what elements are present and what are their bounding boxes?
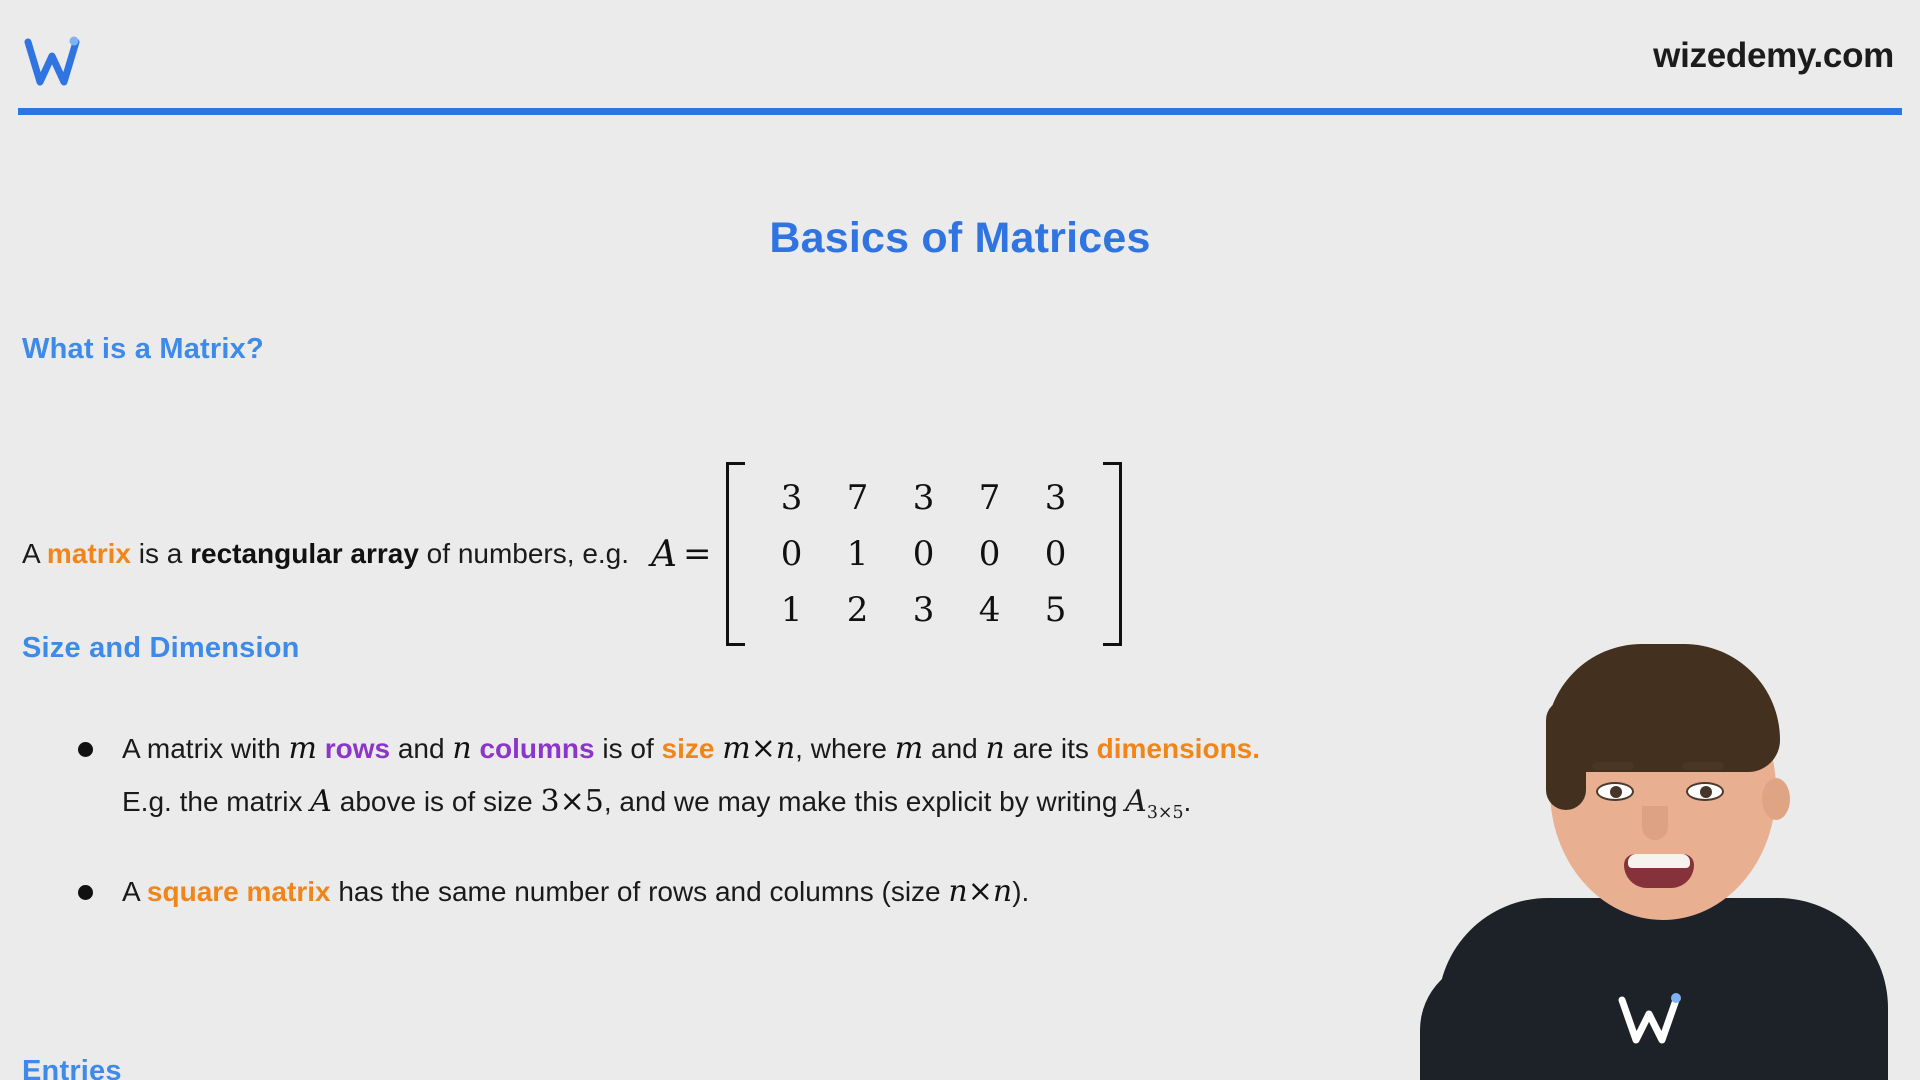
b2-a-sub-index: 3×5 bbox=[1146, 802, 1184, 823]
page-title: Basics of Matrices bbox=[769, 214, 1151, 262]
wizedemy-w-logo-icon bbox=[24, 36, 84, 90]
b3-t2: has the same number of rows and columns (size bbox=[330, 876, 949, 908]
b2-t4: . bbox=[1183, 785, 1192, 817]
matrix-cell-1-1: 3 bbox=[780, 478, 803, 518]
b2-times: × bbox=[559, 783, 585, 819]
matrix-cell-2-2: 1 bbox=[846, 534, 869, 574]
list-item bbox=[78, 728, 1908, 825]
b1-t2: and bbox=[390, 733, 453, 764]
def-text-mid: is a bbox=[130, 538, 191, 569]
def-text-after: of numbers, e.g. bbox=[418, 538, 630, 569]
b1-m1: m bbox=[288, 731, 317, 766]
bullet-2-line-1 bbox=[122, 871, 1908, 914]
b1-m2: m bbox=[722, 731, 751, 766]
b3-t3: ). bbox=[1012, 876, 1030, 908]
b2-a-sub-base: A bbox=[1125, 783, 1147, 819]
list-item bbox=[78, 871, 1908, 914]
matrix-cell-3-2: 2 bbox=[846, 590, 869, 630]
slide-header bbox=[0, 0, 1920, 120]
matrix-cell-3-3: 3 bbox=[912, 590, 935, 630]
keyword-matrix: matrix bbox=[46, 538, 131, 569]
matrix-cell-2-4: 0 bbox=[978, 534, 1001, 574]
matrix-cell-1-5: 3 bbox=[1044, 478, 1067, 518]
matrix-cell-3-4: 4 bbox=[978, 590, 1001, 630]
keyword-size: size bbox=[661, 733, 715, 764]
b2-t1: E.g. the matrix bbox=[122, 785, 311, 817]
keyword-rectangular-array: rectangular array bbox=[190, 538, 419, 569]
keyword-square-matrix: square matrix bbox=[146, 876, 331, 908]
wizedemy-w-logo-icon bbox=[1616, 990, 1690, 1050]
matrix-definition-row bbox=[22, 462, 1122, 646]
b3-n2: n bbox=[992, 874, 1013, 910]
b1-n3: n bbox=[985, 731, 1005, 766]
b2-a-subscript bbox=[1125, 783, 1184, 823]
matrix-cell-2-1: 0 bbox=[780, 534, 803, 574]
bullet-dot-icon bbox=[78, 885, 93, 900]
matrix-grid bbox=[745, 462, 1103, 646]
bullet-1-line-2 bbox=[122, 781, 1908, 826]
matrix-cell-1-3: 3 bbox=[912, 478, 935, 518]
b2-t2: above is of size bbox=[331, 785, 541, 817]
section-heading-entries: Entries bbox=[22, 1055, 122, 1080]
b1-t1: A matrix with bbox=[122, 733, 289, 764]
b2-five: 5 bbox=[584, 783, 604, 819]
b3-t1: A bbox=[122, 876, 147, 908]
equals-sign: = bbox=[683, 534, 712, 574]
section-heading-size-and-dimension: Size and Dimension bbox=[22, 632, 300, 664]
matrix-cell-3-1: 1 bbox=[780, 590, 803, 630]
b1-m3: m bbox=[894, 731, 924, 766]
presenter-shoulder bbox=[1420, 960, 1600, 1080]
b1-t3: is of bbox=[594, 733, 662, 764]
matrix-equation bbox=[651, 462, 1122, 646]
keyword-rows: rows bbox=[324, 733, 391, 764]
section-heading-what-is-a-matrix: What is a Matrix? bbox=[22, 333, 264, 365]
b1-t4: , where bbox=[795, 733, 895, 764]
b1-n1: n bbox=[452, 731, 472, 766]
b3-times: × bbox=[967, 874, 993, 910]
matrix-bracket-left bbox=[726, 462, 745, 646]
keyword-dimensions: dimensions. bbox=[1096, 733, 1261, 764]
keyword-columns: columns bbox=[479, 733, 595, 764]
bullet-dot-icon bbox=[78, 742, 93, 757]
b1-n2: n bbox=[775, 731, 796, 766]
b2-a1: A bbox=[310, 783, 332, 819]
matrix-label-A: A bbox=[651, 533, 678, 575]
bullet-1-line-1 bbox=[122, 728, 1908, 771]
matrix-cell-1-4: 7 bbox=[978, 478, 1001, 518]
bullet-list bbox=[78, 728, 1908, 960]
b2-t3: , and we may make this explicit by writing bbox=[603, 785, 1126, 817]
matrix-cell-1-2: 7 bbox=[846, 478, 869, 518]
matrix-cell-2-5: 0 bbox=[1044, 534, 1067, 574]
def-text-before: A bbox=[22, 538, 47, 569]
b2-three: 3 bbox=[540, 783, 560, 819]
b3-n1: n bbox=[948, 874, 968, 910]
header-divider bbox=[18, 108, 1902, 115]
b1-times-1: × bbox=[750, 731, 776, 766]
b1-t6: are its bbox=[1004, 733, 1097, 764]
b1-t5: and bbox=[923, 733, 986, 764]
site-name: wizedemy.com bbox=[1653, 36, 1894, 75]
matrix-cell-3-5: 5 bbox=[1044, 590, 1067, 630]
matrix-cell-2-3: 0 bbox=[912, 534, 935, 574]
matrix-definition-text bbox=[22, 540, 629, 568]
matrix-bracket-right bbox=[1103, 462, 1122, 646]
